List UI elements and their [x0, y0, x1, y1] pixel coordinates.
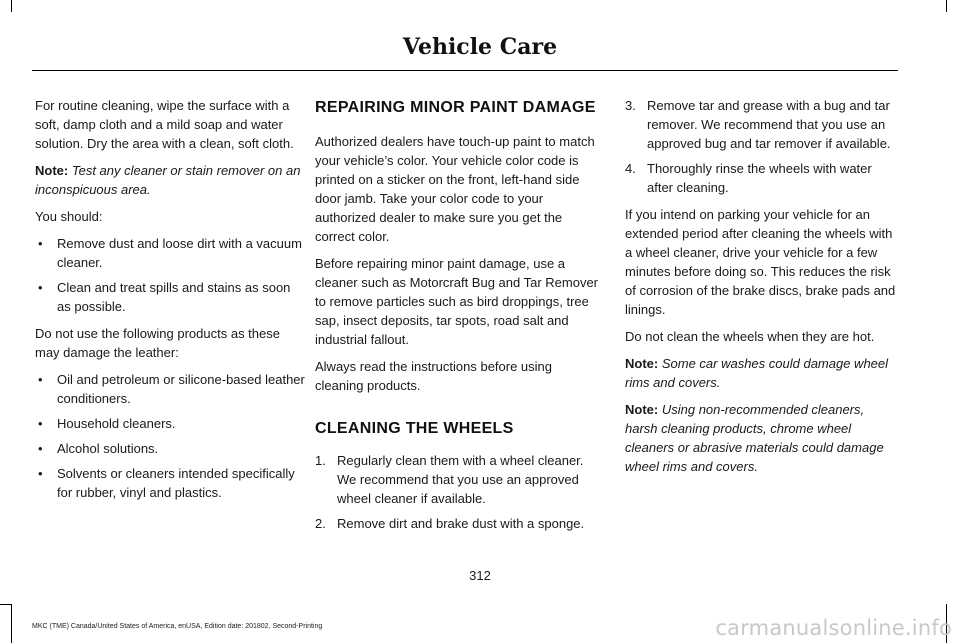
step-text: Regularly clean them with a wheel cleaner. We recommend that you use an approved wheel cleaner if available. [337, 453, 584, 506]
list-item [35, 464, 305, 502]
step-number: 4. [625, 161, 636, 176]
note-label: Note: [35, 163, 69, 178]
crop-mark [11, 0, 12, 12]
crop-mark [0, 604, 12, 605]
paint-paragraph-1: Authorized dealers have touch-up paint to match your vehicle’s color. Your vehicle color code is printed on a sticker on the front, left-hand side door jamb. Take your color code to your authorized dealer to make sure you get the correct color. [315, 134, 595, 244]
note [35, 161, 305, 199]
bullet-list-1 [35, 234, 305, 316]
list-item [35, 439, 305, 458]
page-number: 312 [469, 568, 491, 583]
list-item [625, 159, 897, 197]
crop-mark [946, 0, 947, 12]
column-3 [625, 96, 897, 484]
list-item [315, 514, 602, 533]
bullet-mark: • [38, 416, 43, 431]
section-heading-wheels: CLEANING THE WHEELS [315, 420, 514, 437]
column-2 [315, 96, 602, 541]
wheels-paragraph-2: Do not clean the wheels when they are hot. [625, 329, 875, 344]
paint-paragraph-2: Before repairing minor paint damage, use a cleaner such as Motorcraft Bug and Tar Remover to remove particles such as bird droppings, tree sap, insect deposits, tar spots, road salt and industrial fallout. [315, 256, 599, 347]
note-label: Note: [625, 356, 659, 371]
paint-paragraph-3: Always read the instructions before using cleaning products. [315, 359, 553, 393]
note-text: Test any cleaner or stain remover on an inconspicuous area. [35, 163, 301, 197]
column-1 [35, 96, 305, 510]
note [625, 354, 897, 392]
bullet-mark: • [38, 372, 43, 387]
list-item-text: Alcohol solutions. [57, 441, 159, 456]
note-text: Using non-recommended cleaners, harsh cleaning products, chrome wheel cleaners or abrasive materials could damage wheel rims and covers. [625, 402, 884, 474]
list-item [35, 278, 305, 316]
bullet-mark: • [38, 236, 43, 251]
list-item [315, 451, 602, 508]
watermark: carmanualsonline.info [715, 616, 952, 640]
steps-list-2 [625, 96, 897, 197]
bullet-list-2 [35, 370, 305, 502]
do-not-use-text: Do not use the following products as these may damage the leather: [35, 326, 280, 360]
wheels-paragraph-1: If you intend on parking your vehicle for an extended period after cleaning the wheels with a wheel cleaner, drive your vehicle for a few minutes before doing so. This reduces the risk of corrosion of the brake discs, brake pads and linings. [625, 207, 896, 317]
section-heading-paint: REPAIRING MINOR PAINT DAMAGE [315, 99, 596, 116]
list-item [35, 414, 305, 433]
bullet-mark: • [38, 466, 43, 481]
note [625, 400, 897, 476]
list-item [625, 96, 897, 153]
step-text: Remove dirt and brake dust with a sponge. [337, 516, 585, 531]
step-number: 1. [315, 453, 326, 468]
you-should-text: You should: [35, 209, 103, 224]
bullet-mark: • [38, 441, 43, 456]
page-title: Vehicle Care [402, 34, 558, 60]
note-label: Note: [625, 402, 659, 417]
list-item-text: Clean and treat spills and stains as soon as possible. [57, 280, 291, 314]
step-text: Thoroughly rinse the wheels with water after cleaning. [647, 161, 872, 195]
list-item [35, 370, 305, 408]
list-item-text: Oil and petroleum or silicone-based leather conditioners. [57, 372, 305, 406]
crop-mark [11, 604, 12, 643]
step-text: Remove tar and grease with a bug and tar remover. We recommend that you use an approved bug and tar remover if available. [647, 98, 891, 151]
list-item-text: Household cleaners. [57, 416, 176, 431]
list-item-text: Solvents or cleaners intended specifically for rubber, vinyl and plastics. [57, 466, 295, 500]
intro-paragraph: For routine cleaning, wipe the surface with a soft, damp cloth and a mild soap and water solution. Dry the area with a clean, soft cloth. [35, 98, 294, 151]
edition-footer: MKC (TME) Canada/United States of America, enUSA, Edition date: 201802, Second-Printing [32, 623, 323, 630]
header-divider [32, 70, 898, 71]
steps-list-1 [315, 451, 602, 533]
step-number: 2. [315, 516, 326, 531]
bullet-mark: • [38, 280, 43, 295]
list-item [35, 234, 305, 272]
list-item-text: Remove dust and loose dirt with a vacuum cleaner. [57, 236, 302, 270]
step-number: 3. [625, 98, 636, 113]
note-text: Some car washes could damage wheel rims and covers. [625, 356, 889, 390]
